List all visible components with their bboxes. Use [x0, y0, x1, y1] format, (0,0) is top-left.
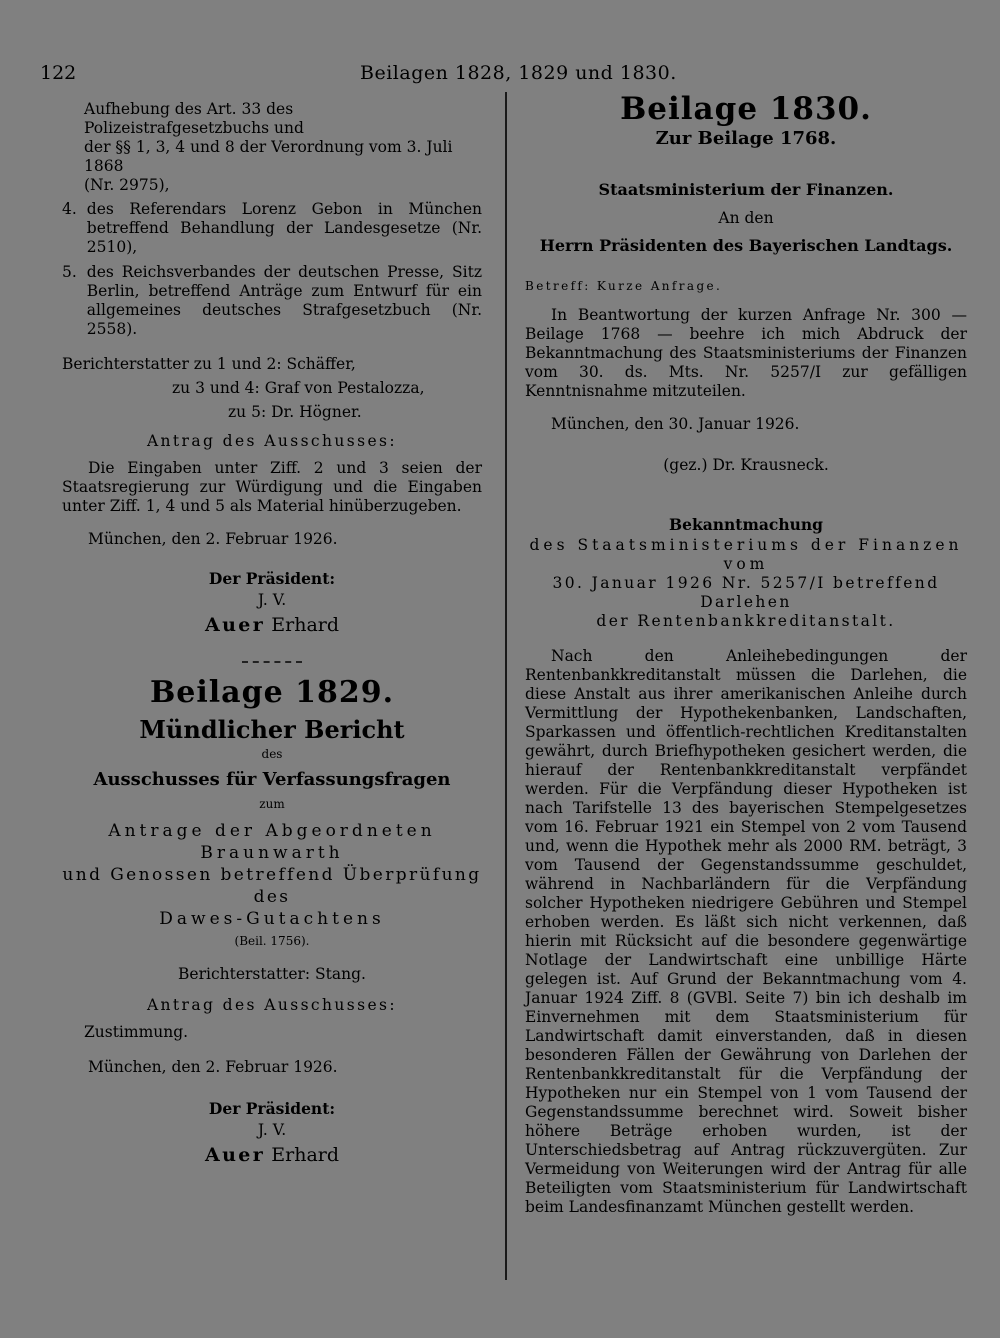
iv-line: J. V.	[257, 591, 287, 609]
des-line: des	[261, 747, 283, 761]
item-number: 5.	[62, 263, 77, 281]
zum-line: zum	[259, 797, 285, 811]
page-header	[40, 62, 980, 88]
beilage-1829-title: Beilage 1829.	[149, 675, 395, 710]
bekanntmachung-subtitle	[525, 536, 967, 631]
reporter-line: zu 5: Dr. Högner.	[228, 403, 362, 421]
application-line: Dawes-Gutachtens	[159, 909, 385, 929]
date-line: München, den 2. Februar 1926.	[88, 530, 338, 548]
signature-aux: Erhard	[271, 1144, 340, 1166]
president-label: Der Präsident:	[208, 1099, 336, 1118]
item-text: des Referendars Lorenz Gebon in München betreffend Behandlung der Landesgesetze (Nr. 2510),	[86, 200, 482, 256]
column-divider	[505, 92, 507, 1280]
left-column	[62, 100, 482, 1165]
running-title: Beilagen 1828, 1829 und 1830.	[360, 62, 677, 84]
report-title: Mündlicher Bericht	[139, 715, 405, 744]
page-number: 122	[40, 62, 77, 84]
motion-heading: Antrag des Ausschusses:	[146, 996, 398, 1014]
signature	[62, 616, 482, 635]
committee-title: Ausschusses für Verfassungsfragen	[93, 769, 451, 790]
item-number: 4.	[62, 200, 77, 218]
bek-sub-line: 30. Januar 1926 Nr. 5257/I betreffend Darlehen	[552, 574, 940, 611]
signature	[62, 1146, 482, 1165]
bek-sub-line: des Staatsministeriums der Finanzen vom	[529, 536, 963, 573]
application-subject	[62, 820, 482, 930]
reporter-line: zu 3 und 4: Graf von Pestalozza,	[172, 379, 425, 397]
motion-heading: Antrag des Ausschusses:	[146, 432, 398, 450]
reference: (Beil. 1756).	[234, 934, 310, 948]
bek-sub-line: der Rentenbankkreditanstalt.	[596, 612, 896, 630]
an-den: An den	[718, 209, 774, 227]
continued-item	[62, 100, 482, 195]
motion-text: Die Eingaben unter Ziff. 2 und 3 seien der Staatsregierung zur Würdigung und die Eingaben unter Ziff. 1, 4 und 5 als Material hinüberzugeben.	[62, 459, 482, 515]
bekanntmachung-heading: Bekanntmachung	[669, 515, 823, 534]
recipient: Herrn Präsidenten des Bayerischen Landtags.	[539, 236, 953, 255]
reporters	[62, 355, 482, 422]
reporter-line: Berichterstatter: Stang.	[178, 965, 366, 983]
letter-body: In Beantwortung der kurzen Anfrage Nr. 300 — Beilage 1768 — beehre ich mich Abdruck der Bekanntmachung des Staatsministeriums der Finanzen vom 30. ds. Mts. Nr. 5257/I zur gefälligen Kenntnisnahme mitzuteilen.	[525, 306, 967, 400]
subtitle: Zur Beilage 1768.	[655, 128, 837, 149]
list-item	[62, 200, 482, 257]
betreff: Betreff: Kurze Anfrage.	[525, 279, 723, 293]
iv-line: J. V.	[257, 1121, 287, 1139]
date-line: München, den 2. Februar 1926.	[88, 1058, 338, 1076]
president-label: Der Präsident:	[208, 569, 336, 588]
reporter-line: Berichterstatter zu 1 und 2: Schäffer,	[62, 355, 356, 373]
cont-line: (Nr. 2975),	[84, 176, 170, 194]
item-text: des Reichsverbandes der deutschen Presse, Sitz Berlin, betreffend Anträge zum Entwurf für ein allgemeines deutsches Strafgesetzbuch (Nr. 2558).	[86, 263, 482, 338]
motion-text: Zustimmung.	[84, 1023, 189, 1041]
signature-aux: Erhard	[271, 614, 340, 636]
signature-name: Auer	[204, 1144, 266, 1166]
application-line: und Genossen betreffend Überprüfung des	[62, 865, 482, 907]
ministry: Staatsministerium der Finanzen.	[598, 180, 894, 199]
right-column	[525, 91, 967, 1217]
main-text: Nach den Anleihebedingungen der Rentenbankkreditanstalt müssen die Darlehen, die diese Anstalt aus ihrer amerikanischen Anleihe durch Vermittlung der Hypothekenbanken, Landschaften, Sparkassen und öffentlich-rechtlichen Kreditanstalten gewährt, durch Briefhypotheken gesichert werden, die hierauf der Rentenbankkreditanstalt verpfändet werden. Für die Verpfändung dieser Hypotheken ist nach Tarifstelle 13 des bayerischen Stempelgesetzes vom 16. Februar 1921 ein Stempel von 2 vom Tausend und, wenn die Hypothek mehr als 2000 RM. beträgt, 3 vom Tausend der Gegenstandssumme geschuldet, während in Nachbarländern für die Verpfändung solcher Hypotheken niedrigere Gebühren und Stempel erhoben werden. Es läßt sich nicht verkennen, daß hierin mit Rücksicht auf die besondere gegenwärtige Notlage der Landwirtschaft eine unbillige Härte gelegen ist. Auf Grund der Bekanntmachung vom 4. Januar 1924 Ziff. 8 (GVBl. Seite 7) bin ich deshalb im Einvernehmen mit dem Staatsministerium für Landwirtschaft damit einverstanden, daß in diesen besonderen Fällen der Gewährung von Darlehen der Rentenbankkreditanstalt für die Verpfändung der Hypotheken nur ein Stempel von 1 vom Tausend der Gegenstandssumme berechnet wird. Soweit bisher höhere Beträge erhoben wurden, ist der Unterschiedsbetrag auf Antrag rückzuvergüten. Zur Vermeidung von Weiterungen wird der Antrag für alle Beteiligten vom Staatsministerium für Landwirtschaft beim Landesfinanzamt München gestellt werden.	[525, 647, 967, 1216]
application-line: Antrage der Abgeordneten Braunwarth	[108, 821, 436, 863]
section-rule	[242, 661, 302, 663]
cont-line: Aufhebung des Art. 33 des Polizeistrafgesetzbuchs und	[84, 100, 304, 137]
signature-name: Auer	[204, 614, 266, 636]
list-item	[62, 263, 482, 339]
date-line: München, den 30. Januar 1926.	[551, 415, 800, 433]
signature: (gez.) Dr. Krausneck.	[663, 456, 829, 474]
cont-line: der §§ 1, 3, 4 und 8 der Verordnung vom 3. Juli 1868	[84, 138, 453, 175]
beilage-1830-title: Beilage 1830.	[620, 91, 872, 127]
